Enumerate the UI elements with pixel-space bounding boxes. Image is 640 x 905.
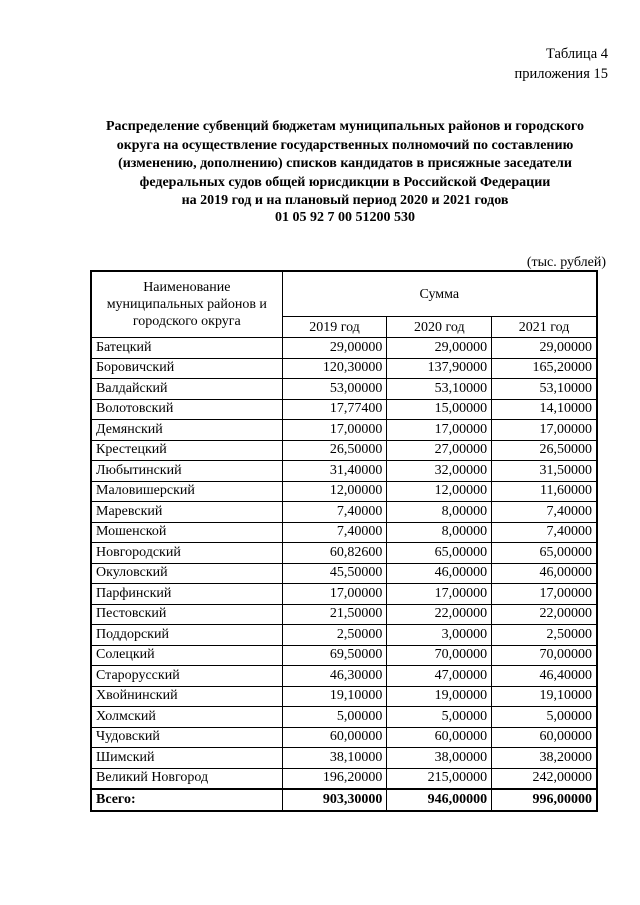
amount-cell-2020: 47,00000 <box>387 666 492 687</box>
district-name-cell: Крестецкий <box>91 440 282 461</box>
amount-cell-2019: 7,40000 <box>282 502 387 523</box>
table-row <box>91 666 597 687</box>
district-name-cell: Чудовский <box>91 727 282 748</box>
amount-cell-2020: 3,00000 <box>387 625 492 646</box>
amount-cell-2021: 14,10000 <box>492 399 597 420</box>
amount-cell-2019: 12,00000 <box>282 481 387 502</box>
table-body <box>91 338 597 811</box>
amount-cell-2021: 70,00000 <box>492 645 597 666</box>
district-name-cell: Холмский <box>91 707 282 728</box>
amount-cell-2019: 17,00000 <box>282 584 387 605</box>
column-header-year-2021: 2021 год <box>492 317 597 338</box>
column-header-sum: Сумма <box>282 271 597 317</box>
amount-cell-2021: 7,40000 <box>492 502 597 523</box>
district-name-cell: Великий Новгород <box>91 768 282 789</box>
amount-cell-2019: 53,00000 <box>282 379 387 400</box>
table-row <box>91 645 597 666</box>
district-name-cell: Парфинский <box>91 584 282 605</box>
amount-cell-2020: 8,00000 <box>387 522 492 543</box>
amount-cell-2021: 2,50000 <box>492 625 597 646</box>
total-amount-cell-2020: 946,00000 <box>387 789 492 811</box>
amount-cell-2019: 29,00000 <box>282 338 387 359</box>
table-row <box>91 338 597 359</box>
units-label: (тыс. рублей) <box>526 255 606 270</box>
amount-cell-2020: 19,00000 <box>387 686 492 707</box>
amount-cell-2020: 60,00000 <box>387 727 492 748</box>
table-row <box>91 625 597 646</box>
amount-cell-2019: 196,20000 <box>282 768 387 789</box>
table-row <box>91 707 597 728</box>
amount-cell-2019: 17,00000 <box>282 420 387 441</box>
amount-cell-2020: 5,00000 <box>387 707 492 728</box>
amount-cell-2020: 22,00000 <box>387 604 492 625</box>
amount-cell-2019: 60,82600 <box>282 543 387 564</box>
amount-cell-2019: 69,50000 <box>282 645 387 666</box>
amount-cell-2019: 120,30000 <box>282 358 387 379</box>
total-label-cell: Всего: <box>91 789 282 811</box>
column-header-year-2020: 2020 год <box>387 317 492 338</box>
document-title: Распределение субвенций бюджетам муниципальных районов и городского округа на осуществление государственных полномочий по составлению (изменению, дополнению) списков кандидатов в присяжные заседатели федеральных судов общей юрисдикции в Российской Федерации на 2019 год и на плановый период 2020 и 2021 годов <box>105 119 584 209</box>
amount-cell-2019: 45,50000 <box>282 563 387 584</box>
table-row <box>91 604 597 625</box>
district-name-cell: Мошенской <box>91 522 282 543</box>
amount-cell-2019: 19,10000 <box>282 686 387 707</box>
amount-cell-2019: 38,10000 <box>282 748 387 769</box>
amount-cell-2020: 29,00000 <box>387 338 492 359</box>
district-name-cell: Хвойнинский <box>91 686 282 707</box>
amount-cell-2019: 26,50000 <box>282 440 387 461</box>
amount-cell-2021: 7,40000 <box>492 522 597 543</box>
table-row <box>91 461 597 482</box>
district-name-cell: Старорусский <box>91 666 282 687</box>
amount-cell-2020: 53,10000 <box>387 379 492 400</box>
amount-cell-2021: 17,00000 <box>492 420 597 441</box>
total-amount-cell-2019: 903,30000 <box>282 789 387 811</box>
amount-cell-2020: 46,00000 <box>387 563 492 584</box>
appendix-number: приложения 15 <box>514 66 608 82</box>
district-name-cell: Поддорский <box>91 625 282 646</box>
amount-cell-2021: 5,00000 <box>492 707 597 728</box>
amount-cell-2020: 17,00000 <box>387 584 492 605</box>
district-name-cell: Валдайский <box>91 379 282 400</box>
amount-cell-2020: 38,00000 <box>387 748 492 769</box>
amount-cell-2021: 22,00000 <box>492 604 597 625</box>
budget-code: 01 05 92 7 00 51200 530 <box>275 210 415 225</box>
amount-cell-2021: 165,20000 <box>492 358 597 379</box>
table-row <box>91 686 597 707</box>
amount-cell-2020: 32,00000 <box>387 461 492 482</box>
amount-cell-2019: 17,77400 <box>282 399 387 420</box>
district-name-cell: Боровичский <box>91 358 282 379</box>
table-row <box>91 420 597 441</box>
amount-cell-2021: 38,20000 <box>492 748 597 769</box>
table-row <box>91 563 597 584</box>
amount-cell-2019: 60,00000 <box>282 727 387 748</box>
amount-cell-2021: 60,00000 <box>492 727 597 748</box>
district-name-cell: Шимский <box>91 748 282 769</box>
amount-cell-2020: 15,00000 <box>387 399 492 420</box>
amount-cell-2019: 46,30000 <box>282 666 387 687</box>
table-row <box>91 748 597 769</box>
amount-cell-2019: 7,40000 <box>282 522 387 543</box>
amount-cell-2021: 46,40000 <box>492 666 597 687</box>
column-header-name: Наименование муниципальных районов и городского округа <box>91 271 282 338</box>
amount-cell-2021: 29,00000 <box>492 338 597 359</box>
table-row <box>91 522 597 543</box>
district-name-cell: Пестовский <box>91 604 282 625</box>
table-row <box>91 727 597 748</box>
amount-cell-2020: 12,00000 <box>387 481 492 502</box>
district-name-cell: Волотовский <box>91 399 282 420</box>
table-row <box>91 584 597 605</box>
district-name-cell: Солецкий <box>91 645 282 666</box>
district-name-cell: Новгородский <box>91 543 282 564</box>
amount-cell-2020: 65,00000 <box>387 543 492 564</box>
amount-cell-2019: 31,40000 <box>282 461 387 482</box>
amount-cell-2020: 17,00000 <box>387 420 492 441</box>
table-row <box>91 440 597 461</box>
amount-cell-2020: 27,00000 <box>387 440 492 461</box>
total-amount-cell-2021: 996,00000 <box>492 789 597 811</box>
amount-cell-2019: 5,00000 <box>282 707 387 728</box>
table-row <box>91 379 597 400</box>
district-name-cell: Демянский <box>91 420 282 441</box>
amount-cell-2020: 137,90000 <box>387 358 492 379</box>
amount-cell-2019: 21,50000 <box>282 604 387 625</box>
table-row <box>91 399 597 420</box>
amount-cell-2021: 46,00000 <box>492 563 597 584</box>
district-name-cell: Любытинский <box>91 461 282 482</box>
amount-cell-2021: 26,50000 <box>492 440 597 461</box>
table-row <box>91 358 597 379</box>
amount-cell-2020: 8,00000 <box>387 502 492 523</box>
total-row <box>91 789 597 811</box>
amount-cell-2020: 215,00000 <box>387 768 492 789</box>
column-header-year-2019: 2019 год <box>282 317 387 338</box>
table-row <box>91 481 597 502</box>
amount-cell-2021: 19,10000 <box>492 686 597 707</box>
table-row <box>91 543 597 564</box>
amount-cell-2021: 65,00000 <box>492 543 597 564</box>
table-annex-label <box>515 44 608 84</box>
amount-cell-2021: 242,00000 <box>492 768 597 789</box>
district-name-cell: Маревский <box>91 502 282 523</box>
subsidy-table <box>90 270 598 812</box>
table-number: Таблица 4 <box>545 46 608 62</box>
amount-cell-2021: 31,50000 <box>492 461 597 482</box>
amount-cell-2021: 11,60000 <box>492 481 597 502</box>
district-name-cell: Батецкий <box>91 338 282 359</box>
amount-cell-2021: 53,10000 <box>492 379 597 400</box>
district-name-cell: Маловишерский <box>91 481 282 502</box>
amount-cell-2020: 70,00000 <box>387 645 492 666</box>
amount-cell-2021: 17,00000 <box>492 584 597 605</box>
table-row <box>91 768 597 789</box>
table-row <box>91 502 597 523</box>
amount-cell-2019: 2,50000 <box>282 625 387 646</box>
district-name-cell: Окуловский <box>91 563 282 584</box>
